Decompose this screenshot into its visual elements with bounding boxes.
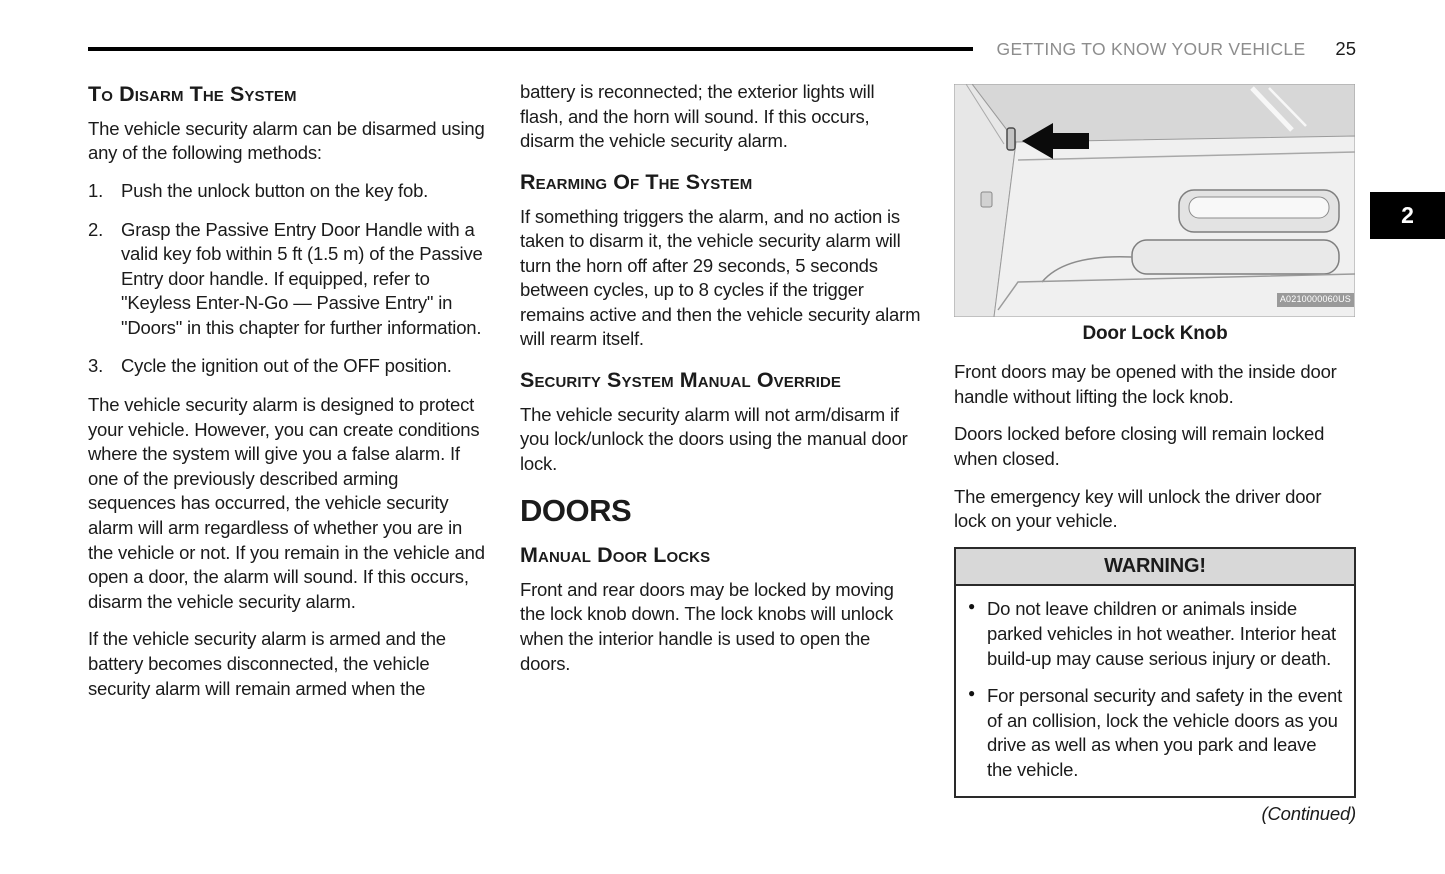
list-item <box>88 218 490 341</box>
figure-caption: Door Lock Knob <box>1082 323 1228 344</box>
list-number: 1. <box>88 179 104 201</box>
column-right <box>954 84 1356 826</box>
door-interior-illustration <box>954 84 1355 317</box>
paragraph-inside-handle: Front doors may be opened with the inside door handle without lifting the lock knob. <box>954 361 1337 407</box>
paragraph-emergency-key: The emergency key will unlock the driver door lock on your vehicle. <box>954 485 1322 532</box>
list-number: 3. <box>88 355 104 377</box>
list-number: 2. <box>88 218 104 240</box>
header-rule <box>88 47 973 51</box>
list-item <box>88 179 490 204</box>
warning-item <box>968 684 1346 782</box>
list-text: Cycle the ignition out of the OFF position. <box>121 355 452 377</box>
warning-list <box>956 597 1354 782</box>
paragraph-locked-before-closing: Doors locked before closing will remain locked when closed. <box>954 423 1325 470</box>
column-left <box>88 80 490 714</box>
paragraph-battery-disconnect: If the vehicle security alarm is armed and the battery becomes disconnected, the vehicle security alarm will remain armed when the <box>88 628 446 699</box>
chapter-tab-number: 2 <box>1401 202 1414 228</box>
chapter-title: GETTING TO KNOW YOUR VEHICLE <box>996 38 1306 59</box>
heading-to-disarm-the-system: To Disarm The System <box>88 82 297 106</box>
warning-title: WARNING! <box>956 549 1354 587</box>
figure-watermark: A0210000060US <box>1277 293 1354 307</box>
warning-item-text: Do not leave children or animals inside parked vehicles in hot weather. Interior heat build-up may cause serious injury or death. <box>987 598 1336 669</box>
warning-box <box>954 547 1356 798</box>
heading-rearming-of-the-system: Rearming Of The System <box>520 169 753 194</box>
warning-item-text: For personal security and safety in the event of an collision, lock the vehicle doors as you drive as well as when you park and leave the vehicle. <box>987 685 1343 780</box>
page-header <box>88 38 1356 60</box>
warning-item <box>968 597 1346 671</box>
paragraph-rearming: If something triggers the alarm, and no action is taken to disarm it, the vehicle security alarm will turn the horn off after 29 seconds, 5 seconds between cycles, up to 8 cycles if the trigger remains active and then the vehicle security alarm will rearm itself. <box>520 205 921 350</box>
paragraph-manual-override: The vehicle security alarm will not arm/disarm if you lock/unlock the doors using the manual door lock. <box>520 403 908 474</box>
heading-security-system-manual-override: Security System Manual Override <box>520 368 842 393</box>
list-text: Push the unlock button on the key fob. <box>121 179 429 201</box>
door-lock-knob-figure <box>954 84 1355 317</box>
column-middle <box>520 80 922 689</box>
paragraph-manual-door-locks: Front and rear doors may be locked by moving the lock knob down. The lock knobs will unlock when the interior handle is used to open the doors. <box>520 578 894 674</box>
paragraph-battery-reconnect: battery is reconnected; the exterior lights will flash, and the horn will sound. If this occurs, disarm the vehicle security alarm. <box>520 81 875 152</box>
heading-doors: DOORS <box>520 492 632 528</box>
list-item <box>88 354 490 379</box>
heading-manual-door-locks: Manual Door Locks <box>520 543 711 568</box>
continued-note: (Continued) <box>1261 802 1356 824</box>
disarm-methods-list <box>88 179 490 379</box>
paragraph-false-alarm: The vehicle security alarm is designed to protect your vehicle. However, you can create conditions where the system will give you a false alarm. If one of the previously described arming sequences has occurred, the vehicle security alarm will arm regardless of whether you are in the vehicle or not. If you remain in the vehicle and open a door, the alarm will sound. If this occurs, disarm the vehicle security alarm. <box>88 394 485 612</box>
paragraph-disarm-intro: The vehicle security alarm can be disarmed using any of the following methods: <box>88 117 485 164</box>
chapter-tab <box>1370 192 1445 239</box>
page-number: 25 <box>1335 38 1356 59</box>
list-text: Grasp the Passive Entry Door Handle with a valid key fob within 5 ft (1.5 m) of the Passive Entry door handle. If equipped, refer to "Keyless Enter-N-Go — Passive Entry" in "Doors" in this chapter for further information. <box>121 218 483 338</box>
